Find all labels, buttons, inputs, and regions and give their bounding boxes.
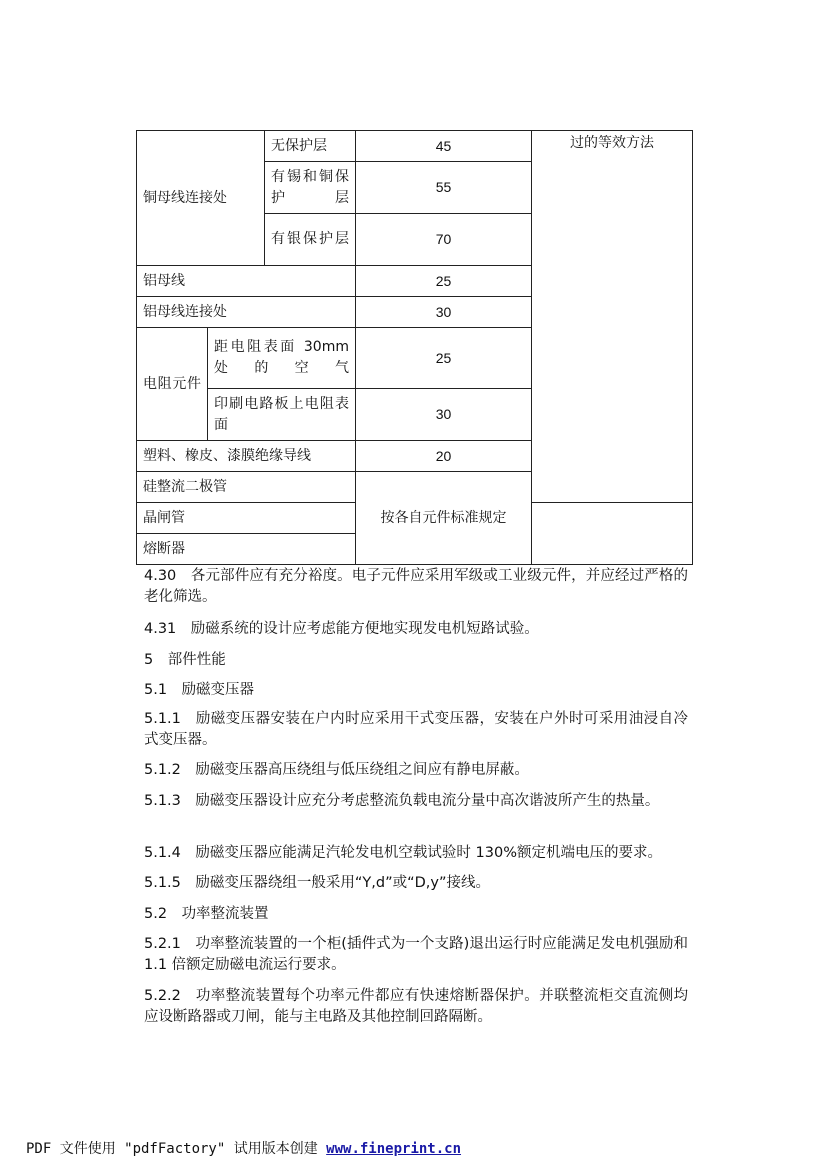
resistor-value-1: 25	[356, 328, 532, 389]
right-note: 过的等效方法	[532, 131, 693, 503]
clause-4-30: 4.30 各元部件应有充分裕度。电子元件应采用军级或工业级元件，并应经过严格的老化筛选。	[144, 568, 688, 605]
footer-text: PDF 文件使用 "pdfFactory" 试用版本创建	[26, 1141, 318, 1157]
aluminum-joint-value: 30	[356, 297, 532, 328]
clause-4-31: 4.31 励磁系统的设计应考虑能方便地实现发电机短路试验。	[144, 621, 539, 637]
resistor-label: 电阻元件	[137, 328, 208, 441]
copper-value-2: 55	[356, 162, 532, 214]
pdf-footer	[26, 1138, 461, 1158]
clause-5-2-2: 5.2.2 功率整流装置每个功率元件都应有快速熔断器保护。并联整流柜交直流侧均应设断路器或刀闸，能与主电路及其他控制回路隔断。	[144, 988, 688, 1025]
component-fuse: 熔断器	[137, 534, 356, 565]
insulated-wire-label: 塑料、橡皮、漆膜绝缘导线	[137, 441, 356, 472]
resistor-sub-2: 印刷电路板上电阻表面	[208, 389, 356, 441]
copper-joint-label: 铜母线连接处	[137, 131, 265, 266]
copper-value-1: 45	[356, 131, 532, 162]
copper-sub-3: 有银保护层	[265, 214, 356, 266]
aluminum-bus-value: 25	[356, 266, 532, 297]
clause-5-1-2: 5.1.2 励磁变压器高压绕组与低压绕组之间应有静电屏蔽。	[144, 762, 529, 778]
component-thyristor: 晶闸管	[137, 503, 356, 534]
aluminum-joint-label: 铝母线连接处	[137, 297, 356, 328]
component-diode: 硅整流二极管	[137, 472, 356, 503]
clause-5-2-1: 5.2.1 功率整流装置的一个柜(插件式为一个支路)退出运行时应能满足发电机强励和 1.1 倍额定励磁电流运行要求。	[144, 936, 688, 973]
temperature-limit-table	[136, 130, 693, 565]
resistor-value-2: 30	[356, 389, 532, 441]
footer-link[interactable]: www.fineprint.cn	[326, 1141, 462, 1157]
copper-sub-2: 有锡和铜保护层	[265, 162, 356, 214]
insulated-wire-value: 20	[356, 441, 532, 472]
clause-5-1-4: 5.1.4 励磁变压器应能满足汽轮发电机空载试验时 130%额定机端电压的要求。	[144, 845, 662, 861]
section-5-2: 5.2 功率整流装置	[144, 906, 269, 922]
components-value: 按各自元件标准规定	[356, 472, 532, 565]
clause-5-1-1: 5.1.1 励磁变压器安装在户内时应采用干式变压器，安装在户外时可采用油浸自冷式变压器。	[144, 711, 688, 748]
clause-5-1-3: 5.1.3 励磁变压器设计应充分考虑整流负载电流分量中高次谐波所产生的热量。	[144, 793, 660, 809]
copper-sub-1: 无保护层	[265, 131, 356, 162]
aluminum-bus-label: 铝母线	[137, 266, 356, 297]
blank-cell	[532, 503, 693, 565]
section-5-1: 5.1 励磁变压器	[144, 682, 255, 698]
copper-value-3: 70	[356, 214, 532, 266]
clause-5-1-5: 5.1.5 励磁变压器绕组一般采用“Y,d”或“D,y”接线。	[144, 875, 490, 891]
section-5: 5 部件性能	[144, 652, 226, 668]
resistor-sub-1: 距电阻表面 30mm 处的空气	[208, 328, 356, 389]
